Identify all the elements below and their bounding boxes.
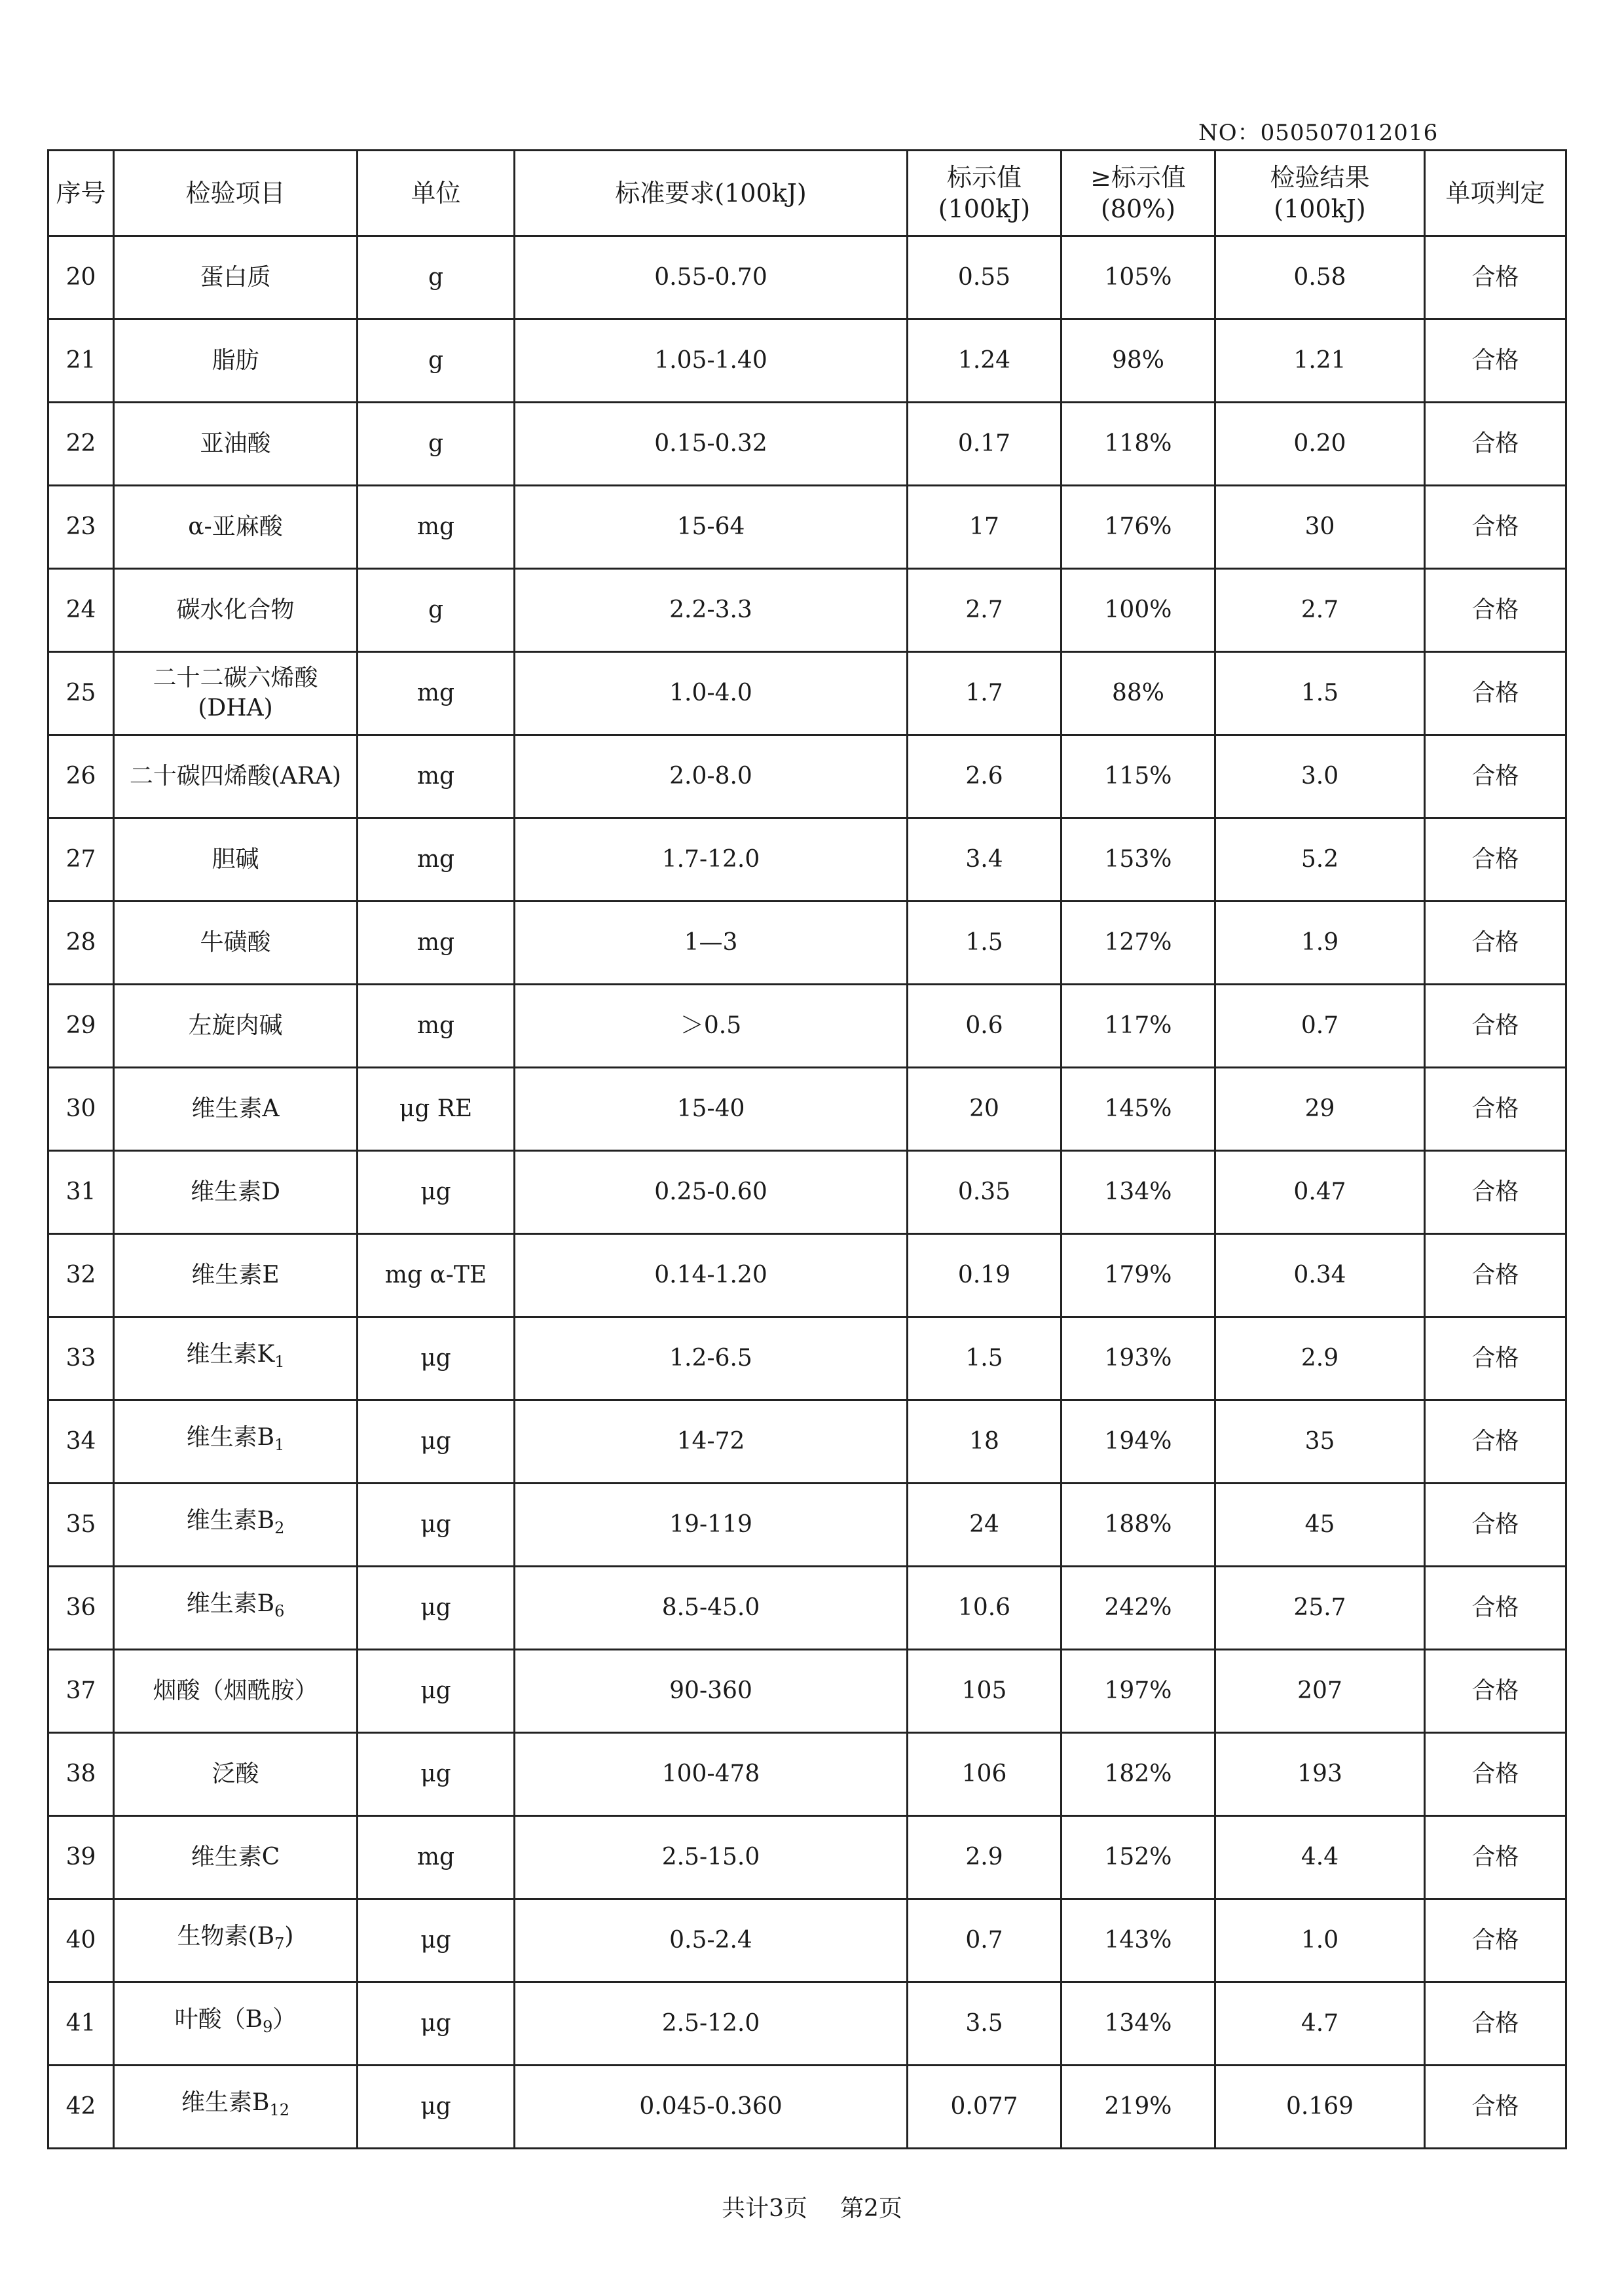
test-item-name: 生物素(B — [177, 1923, 275, 1950]
row-number: 30 — [48, 1068, 114, 1151]
test-item-name: α-亚麻酸 — [188, 513, 283, 540]
table-row — [48, 236, 1566, 319]
total-pages: 共计3页 — [722, 2195, 807, 2222]
column-header-unit: (100kJ) — [1274, 194, 1366, 223]
test-result: 1.9 — [1215, 902, 1425, 985]
percent-of-label: 194% — [1061, 1400, 1215, 1484]
unit: μg — [358, 2066, 515, 2149]
standard-requirement: 8.5-45.0 — [515, 1567, 908, 1650]
labeled-value: 0.7 — [908, 1899, 1061, 1982]
judgment: 合格 — [1425, 236, 1566, 319]
unit: mg — [358, 985, 515, 1068]
test-result: 1.0 — [1215, 1899, 1425, 1982]
table-row — [48, 652, 1566, 735]
test-item — [114, 1982, 358, 2066]
standard-requirement: ＞0.5 — [515, 985, 908, 1068]
test-result: 193 — [1215, 1733, 1425, 1816]
column-header-label: 标示值 — [946, 163, 1022, 192]
table-row — [48, 1816, 1566, 1899]
test-item — [114, 1650, 358, 1733]
percent-of-label: 98% — [1061, 319, 1215, 403]
judgment: 合格 — [1425, 735, 1566, 818]
test-item — [114, 1317, 358, 1400]
test-item-name: 维生素E — [191, 1262, 280, 1288]
test-item-suffix: ) — [284, 1923, 294, 1950]
test-item — [114, 1068, 358, 1151]
standard-requirement: 1.2-6.5 — [515, 1317, 908, 1400]
test-result: 0.47 — [1215, 1151, 1425, 1234]
test-item — [114, 1151, 358, 1234]
judgment: 合格 — [1425, 569, 1566, 652]
unit: mg — [358, 818, 515, 902]
test-item-name: 维生素C — [191, 1844, 280, 1870]
test-item-name: 脂肪 — [212, 347, 259, 374]
percent-of-label: 105% — [1061, 236, 1215, 319]
test-item-subscript: 9 — [263, 2018, 273, 2037]
column-header — [114, 151, 358, 236]
inspection-results-table — [47, 149, 1567, 2149]
row-number: 22 — [48, 403, 114, 486]
labeled-value: 0.19 — [908, 1234, 1061, 1317]
standard-requirement: 2.0-8.0 — [515, 735, 908, 818]
test-item-subscript: 7 — [274, 1935, 285, 1954]
labeled-value: 0.17 — [908, 403, 1061, 486]
test-item — [114, 735, 358, 818]
labeled-value: 0.6 — [908, 985, 1061, 1068]
column-header — [1215, 151, 1425, 236]
labeled-value: 1.5 — [908, 902, 1061, 985]
table-row — [48, 818, 1566, 902]
percent-of-label: 127% — [1061, 902, 1215, 985]
row-number: 20 — [48, 236, 114, 319]
test-item — [114, 403, 358, 486]
row-number: 31 — [48, 1151, 114, 1234]
row-number: 21 — [48, 319, 114, 403]
test-item-subscript: 12 — [269, 2101, 289, 2120]
unit: mg — [358, 902, 515, 985]
test-item-name: 维生素B — [186, 1507, 275, 1535]
table-row — [48, 1400, 1566, 1484]
test-item — [114, 236, 358, 319]
test-result: 45 — [1215, 1484, 1425, 1567]
percent-of-label: 134% — [1061, 1151, 1215, 1234]
row-number: 38 — [48, 1733, 114, 1816]
test-result: 207 — [1215, 1650, 1425, 1733]
table-row — [48, 486, 1566, 569]
test-item-name: 左旋肉碱 — [188, 1012, 283, 1039]
judgment: 合格 — [1425, 818, 1566, 902]
standard-requirement: 0.55-0.70 — [515, 236, 908, 319]
test-result: 4.4 — [1215, 1816, 1425, 1899]
test-result: 0.7 — [1215, 985, 1425, 1068]
labeled-value: 2.6 — [908, 735, 1061, 818]
unit: g — [358, 569, 515, 652]
judgment: 合格 — [1425, 1234, 1566, 1317]
test-result: 0.20 — [1215, 403, 1425, 486]
unit: mg — [358, 652, 515, 735]
test-item-name: 泛酸 — [212, 1760, 259, 1787]
test-result: 4.7 — [1215, 1982, 1425, 2066]
column-header-label: 检验结果 — [1270, 163, 1370, 192]
unit: mg — [358, 486, 515, 569]
unit: g — [358, 319, 515, 403]
row-number: 25 — [48, 652, 114, 735]
test-result: 1.5 — [1215, 652, 1425, 735]
test-item-subscript: 6 — [274, 1602, 285, 1621]
table-row — [48, 735, 1566, 818]
judgment: 合格 — [1425, 1816, 1566, 1899]
labeled-value: 0.55 — [908, 236, 1061, 319]
percent-of-label: 100% — [1061, 569, 1215, 652]
table-row — [48, 1650, 1566, 1733]
test-item-name: 维生素B — [181, 2089, 270, 2117]
labeled-value: 0.077 — [908, 2066, 1061, 2149]
standard-requirement: 1.7-12.0 — [515, 818, 908, 902]
judgment: 合格 — [1425, 1068, 1566, 1151]
unit: mg α-TE — [358, 1234, 515, 1317]
unit: g — [358, 236, 515, 319]
row-number: 39 — [48, 1816, 114, 1899]
labeled-value: 24 — [908, 1484, 1061, 1567]
labeled-value: 2.9 — [908, 1816, 1061, 1899]
test-item — [114, 569, 358, 652]
column-header-label: 序号 — [56, 179, 106, 208]
test-item-name: 二十碳四烯酸(ARA) — [129, 763, 342, 790]
standard-requirement: 1—3 — [515, 902, 908, 985]
judgment: 合格 — [1425, 902, 1566, 985]
row-number: 37 — [48, 1650, 114, 1733]
test-item-subscript: 1 — [274, 1353, 285, 1372]
labeled-value: 20 — [908, 1068, 1061, 1151]
judgment: 合格 — [1425, 652, 1566, 735]
test-item-name: 叶酸（B — [174, 2006, 263, 2033]
standard-requirement: 0.14-1.20 — [515, 1234, 908, 1317]
test-item-abbrev: (DHA) — [198, 695, 273, 721]
judgment: 合格 — [1425, 985, 1566, 1068]
labeled-value: 1.24 — [908, 319, 1061, 403]
percent-of-label: 143% — [1061, 1899, 1215, 1982]
test-item-name: 蛋白质 — [200, 264, 271, 291]
percent-of-label: 197% — [1061, 1650, 1215, 1733]
test-item — [114, 818, 358, 902]
test-result: 1.21 — [1215, 319, 1425, 403]
percent-of-label: 219% — [1061, 2066, 1215, 2149]
labeled-value: 1.7 — [908, 652, 1061, 735]
percent-of-label: 188% — [1061, 1484, 1215, 1567]
test-item-name: 牛磺酸 — [200, 929, 271, 956]
standard-requirement: 0.15-0.32 — [515, 403, 908, 486]
test-item — [114, 652, 358, 735]
row-number: 35 — [48, 1484, 114, 1567]
test-item-suffix: ） — [272, 2006, 297, 2033]
labeled-value: 18 — [908, 1400, 1061, 1484]
table-row — [48, 569, 1566, 652]
percent-of-label: 117% — [1061, 985, 1215, 1068]
table-row — [48, 1234, 1566, 1317]
column-header — [1425, 151, 1566, 236]
test-item-name: 维生素B — [186, 1424, 275, 1451]
standard-requirement: 90-360 — [515, 1650, 908, 1733]
labeled-value: 0.35 — [908, 1151, 1061, 1234]
test-result: 5.2 — [1215, 818, 1425, 902]
table-row — [48, 319, 1566, 403]
standard-requirement: 1.05-1.40 — [515, 319, 908, 403]
judgment: 合格 — [1425, 1650, 1566, 1733]
row-number: 34 — [48, 1400, 114, 1484]
test-item — [114, 1234, 358, 1317]
column-header — [358, 151, 515, 236]
column-header-label: 标准要求(100kJ) — [615, 179, 807, 208]
column-header-unit: (100kJ) — [938, 194, 1031, 223]
table-row — [48, 1733, 1566, 1816]
current-page: 第2页 — [840, 2195, 902, 2222]
table-row — [48, 985, 1566, 1068]
unit: μg — [358, 1899, 515, 1982]
test-item-subscript: 1 — [274, 1436, 285, 1455]
test-item — [114, 1484, 358, 1567]
report-number: NO：050507012016 — [1198, 120, 1439, 146]
row-number: 36 — [48, 1567, 114, 1650]
standard-requirement: 100-478 — [515, 1733, 908, 1816]
judgment: 合格 — [1425, 403, 1566, 486]
table-row — [48, 1484, 1566, 1567]
labeled-value: 1.5 — [908, 1317, 1061, 1400]
column-header-label: 单项判定 — [1445, 179, 1545, 208]
test-item-name: 亚油酸 — [200, 430, 271, 457]
test-item-name: 烟酸（烟酰胺） — [153, 1677, 318, 1704]
standard-requirement: 0.045-0.360 — [515, 2066, 908, 2149]
test-result: 2.7 — [1215, 569, 1425, 652]
standard-requirement: 2.5-12.0 — [515, 1982, 908, 2066]
test-item — [114, 902, 358, 985]
column-header-unit: (80%) — [1100, 194, 1176, 223]
labeled-value: 106 — [908, 1733, 1061, 1816]
test-result: 3.0 — [1215, 735, 1425, 818]
unit: mg — [358, 1816, 515, 1899]
judgment: 合格 — [1425, 1567, 1566, 1650]
test-result: 25.7 — [1215, 1567, 1425, 1650]
test-item-name: 维生素K — [186, 1341, 275, 1368]
judgment: 合格 — [1425, 1317, 1566, 1400]
row-number: 41 — [48, 1982, 114, 2066]
standard-requirement: 19-119 — [515, 1484, 908, 1567]
row-number: 27 — [48, 818, 114, 902]
judgment: 合格 — [1425, 1733, 1566, 1816]
test-item-subscript: 2 — [274, 1519, 285, 1538]
percent-of-label: 153% — [1061, 818, 1215, 902]
table-body — [48, 236, 1566, 2149]
test-item — [114, 486, 358, 569]
judgment: 合格 — [1425, 486, 1566, 569]
column-header-label: 单位 — [411, 179, 461, 208]
page-footer — [0, 2190, 1624, 2223]
table-row — [48, 1151, 1566, 1234]
standard-requirement: 15-64 — [515, 486, 908, 569]
row-number: 33 — [48, 1317, 114, 1400]
column-header-label: 检验项目 — [185, 179, 286, 208]
test-item — [114, 985, 358, 1068]
table-row — [48, 1317, 1566, 1400]
test-result: 0.169 — [1215, 2066, 1425, 2149]
test-item — [114, 2066, 358, 2149]
test-item — [114, 1733, 358, 1816]
row-number: 24 — [48, 569, 114, 652]
row-number: 32 — [48, 1234, 114, 1317]
test-item — [114, 1400, 358, 1484]
test-result: 35 — [1215, 1400, 1425, 1484]
unit: g — [358, 403, 515, 486]
table-row — [48, 2066, 1566, 2149]
labeled-value: 3.5 — [908, 1982, 1061, 2066]
row-number: 23 — [48, 486, 114, 569]
percent-of-label: 145% — [1061, 1068, 1215, 1151]
judgment: 合格 — [1425, 1982, 1566, 2066]
table-row — [48, 1982, 1566, 2066]
row-number: 42 — [48, 2066, 114, 2149]
unit: μg — [358, 1567, 515, 1650]
test-item-name: 维生素D — [191, 1178, 280, 1205]
column-header — [48, 151, 114, 236]
test-result: 0.58 — [1215, 236, 1425, 319]
test-item — [114, 1816, 358, 1899]
standard-requirement: 0.5-2.4 — [515, 1899, 908, 1982]
judgment: 合格 — [1425, 1899, 1566, 1982]
table-row — [48, 1567, 1566, 1650]
test-result: 0.34 — [1215, 1234, 1425, 1317]
labeled-value: 2.7 — [908, 569, 1061, 652]
percent-of-label: 118% — [1061, 403, 1215, 486]
table-row — [48, 1899, 1566, 1982]
percent-of-label: 182% — [1061, 1733, 1215, 1816]
table-row — [48, 1068, 1566, 1151]
test-item — [114, 1899, 358, 1982]
column-header-label: ≥标示值 — [1090, 163, 1186, 192]
percent-of-label: 88% — [1061, 652, 1215, 735]
percent-of-label: 152% — [1061, 1816, 1215, 1899]
row-number: 29 — [48, 985, 114, 1068]
row-number: 28 — [48, 902, 114, 985]
labeled-value: 105 — [908, 1650, 1061, 1733]
standard-requirement: 14-72 — [515, 1400, 908, 1484]
standard-requirement: 0.25-0.60 — [515, 1151, 908, 1234]
percent-of-label: 179% — [1061, 1234, 1215, 1317]
unit: μg — [358, 1733, 515, 1816]
test-item-name: 碳水化合物 — [176, 596, 295, 623]
test-item — [114, 319, 358, 403]
standard-requirement: 2.5-15.0 — [515, 1816, 908, 1899]
judgment: 合格 — [1425, 1484, 1566, 1567]
unit: μg — [358, 1317, 515, 1400]
row-number: 26 — [48, 735, 114, 818]
percent-of-label: 134% — [1061, 1982, 1215, 2066]
standard-requirement: 2.2-3.3 — [515, 569, 908, 652]
test-item-name: 胆碱 — [212, 846, 259, 873]
test-result: 29 — [1215, 1068, 1425, 1151]
table-row — [48, 403, 1566, 486]
unit: μg — [358, 1484, 515, 1567]
judgment: 合格 — [1425, 1151, 1566, 1234]
standard-requirement: 15-40 — [515, 1068, 908, 1151]
unit: μg RE — [358, 1068, 515, 1151]
percent-of-label: 193% — [1061, 1317, 1215, 1400]
percent-of-label: 176% — [1061, 486, 1215, 569]
table-row — [48, 902, 1566, 985]
unit: μg — [358, 1650, 515, 1733]
test-result: 2.9 — [1215, 1317, 1425, 1400]
percent-of-label: 242% — [1061, 1567, 1215, 1650]
test-item — [114, 1567, 358, 1650]
judgment: 合格 — [1425, 2066, 1566, 2149]
labeled-value: 10.6 — [908, 1567, 1061, 1650]
unit: μg — [358, 1982, 515, 2066]
column-header — [1061, 151, 1215, 236]
test-item-name: 维生素B — [186, 1590, 275, 1618]
unit: mg — [358, 735, 515, 818]
table-header-row — [48, 151, 1566, 236]
test-item-name: 维生素A — [191, 1095, 280, 1122]
unit: μg — [358, 1151, 515, 1234]
percent-of-label: 115% — [1061, 735, 1215, 818]
unit: μg — [358, 1400, 515, 1484]
judgment: 合格 — [1425, 1400, 1566, 1484]
standard-requirement: 1.0-4.0 — [515, 652, 908, 735]
judgment: 合格 — [1425, 319, 1566, 403]
column-header — [515, 151, 908, 236]
column-header — [908, 151, 1061, 236]
labeled-value: 3.4 — [908, 818, 1061, 902]
test-result: 30 — [1215, 486, 1425, 569]
labeled-value: 17 — [908, 486, 1061, 569]
test-item-name: 二十二碳六烯酸 — [153, 665, 318, 691]
row-number: 40 — [48, 1899, 114, 1982]
